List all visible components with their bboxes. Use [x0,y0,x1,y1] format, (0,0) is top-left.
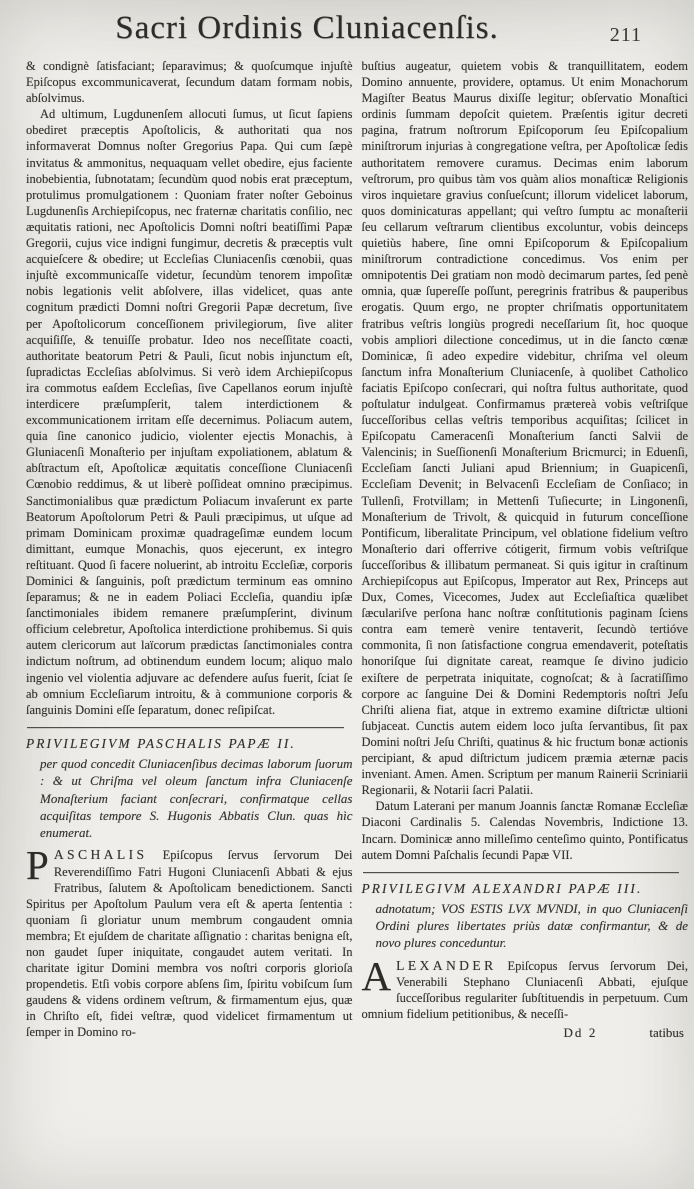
section-title: PRIVILEGIVM ALEXANDRI PAPÆ III. [361,880,643,896]
section-subtitle: per quod concedit Cluniacenſibus decimas laborum ſuorum : & ut Chriſma vel oleum ſanctum infra Cluniacenſe Monaſterium faciant conſecrari, confirmatque cellas acquiſitas tempore S. Hugonis Abbatis Clun. quas hìc enumerat. [40,755,353,841]
drop-cap-letter: P [26,842,49,889]
section-divider [27,727,344,728]
section-heading-paschalis [26,736,353,842]
paragraph-absolution-end: & condignè ſatisfaciant; ſeparavimus; & quoſcumque injuſtè Epiſcopus excommunicaverat, ſecundum datam formam nobis, abſolvimus. [26,59,353,106]
paragraph-privilege-body: buſtius augeatur, quietem vobis & tranquillitatem, eodem Domino annuente, providere, optamus. Ut enim Monachorum Magiſter Beatus Maurus dixiſſe legitur; obſervatio Monaſtici ordinis ſummam depoſcit quietem. Præſentis igitur decreti pagina, fratrum noſtrorum Epiſcoporum ſeu Epiſcopalium miniſtrorum injurias à congregatione veſtra, per Apoſtolicæ ſedis authoritatem removere curamus. Decimas enim laborum veſtrorum, pro quibus tàm vos quàm alios monaſticæ Religionis viros inquietare gravius conſueſcunt; illorum videlicet laborum, quos dominicaturas appellant; qui veſtro ſumptu ac monaſterii ſeu cellarum veſtrarum clientibus excoluntur, vobis deinceps quietiùs habere, ſine omni Epiſcoporum & Epiſcopalium miniſtrorum contradictione concedimus. Vos enim per omnipotentis Dei gratiam non modò decimarum partes, ſed penè omnia, quæ ſupereſſe poſſunt, peregrinis fratribus & pauperibus erogatis. Quum ergo, ne propter chriſmatis opportunitatem fratribus veſtris longiùs progredi neceſſarium ſit, hoc quoque vobis ampliori dilectione concedimus, ut in die ſancto cœnæ Dominicæ, ſi adeo expedire videbitur, chriſma vel oleum ſanctum infra Monaſterium Cluniacenſe, à quolibet Catholico faciatis Epiſcopo conſecrari, qui noſtra fultus authoritate, quod poſtulatur indulgeat. Confirmamus prætereà vobis veſtriſque ſucceſſoribus cellas veſtris temporibus acquiſitas; ſcilicet in Epiſcopatu Cameracenſi Monaſterium ſancti Salvii de Valencinis; in Sueſſionenſi Monaſterium Bricmurci; in Eduenſi, Eccleſiam ſancti Juliani apud Briennium; in Guapicenſi, Eccleſiam Devenit; in Belvacenſi Eccleſiam de Conſiaco; in Tullenſi, Frotvillam; in Mettenſi Tuſiecurte; in Lingonenſi, Monaſterium de Trivolt, & quicquid in futurum conceſſione Pontificum, liberalitate Principum, vel oblatione fidelium veſtro Monaſterio dari offerrive cótigerit, firmum vobis veſtriſque ſucceſſoribus & illibatum permaneat. Si quis igitur in craſtinum Archiepiſcopus aut Epiſcopus, Imperator aut Rex, Princeps aut Dux, Comes, Vicecomes, Judex aut Eccleſiaſtica quælibet ſæculariſve perſona hanc noſtræ conſtitutionis paginam ſciens contra eam temerè venire tentaverit, ſecundò tertióve commonita, ſi non ſatisfactione congrua emendaverit, poteſtatis honoriſque ſui dignitate careat, reamque ſe divino judicio exiſtere de perpetrata iniquitate, cognoſcat; & à ſacratiſſimo corpore ac ſanguine Dei & Domini Redemptoris noſtri Jeſu Chriſti aliena fiat, atque in extremo examine diſtrictæ ultioni ſubjaceat. Cunctis autem eidem loco juſta ſervantibus, ſit pax Domini noſtri Jeſu Chriſti, quatinus & hic fructum bonæ actionis percipiant, & apud diſtrictum judicem præmia æternæ pacis inveniant. Amen. Amen. Scriptum per manum Rainerii Scriniarii Regionarii, & Notarii ſacri Palatii. [361,59,688,798]
text-columns [26,58,688,1041]
drop-cap-letter: A [361,952,392,999]
section-title: PRIVILEGIVM PASCHALIS PAPÆ II. [26,735,296,751]
paragraph-text: Epiſcopus ſervus ſervorum Dei Reverendiſſimo Fatri Hugoni Cluniacenſi Abbati & ejus Fratribus, ſalutem & Apoſtolicam benedictionem. Sancti Spiritus per Apoſtolum Paulum vera eſt & aperta ſententia : quoniam ſi gloriatur unum membrum congaudent omnia membra; Et ejuſdem de charitate aſſignatio : charitas benigna eſt, non gaudet ſuper iniquitate, congaudet autem veritati. In charitate igitur Domini membra vos noſtri corporis glorioſa propendetis. Etſi vobis corpore abſens ſim, ſpiritu vobiſcum ſum gaudens & videns ordinem veſtrum, & firmamentum ejus, quæ in Chriſto eſt, fidei veſtræ, quod videlicet firmamentum ut ſemper in Domino ro- [26,848,353,1040]
column-footer [362,1025,689,1041]
first-word: LEXANDER [396,957,497,973]
signature-mark: Dd 2 [563,1025,598,1041]
catchword: tatibus [649,1025,684,1041]
page-header [0,10,694,56]
paragraph-paschalis [26,842,353,1040]
first-word: ASCHALIS [53,847,148,863]
running-title: Sacri Ordinis Cluniacenſis. [115,10,499,46]
right-column [362,58,689,1041]
paragraph-datum: Datum Laterani per manum Joannis ſanctæ Romanæ Eccleſiæ Diaconi Cardinalis 5. Calendas Novembris, Indictione 13. Incarn. Dominicæ anno milleſimo centeſimo quinto, Pontificatus autem Domni Paſchalis ſecundi Papæ VII. [361,799,688,862]
section-divider [363,872,680,873]
page-number: 211 [609,24,642,46]
paragraph-ad-ultimum: Ad ultimum, Lugdunenſem allocuti ſumus, ut ſicut ſapiens obediret præceptis Apoſtolicis, & authoritati qua nos informaverat Domnus noſter Gregorius Papa. Qui cum ſæpè invitatus & ammonitus, nequaquam vellet obedire, ejus faciente inobebientia, ſubnotatam; ſecundùm quod nobis erat præceptum, protulimus promulgationem : Quoniam frater noſter Geboinus Lugdunenſis Archiepiſcopus, nec fraternæ charitatis conſilio, nec æquitatis rationi, nec Apoſtolicis Domni noſtri beatiſſimi Papæ Gregorii, cujus vice indigni fungimur, decretis & præceptis vult acquieſcere & obedire; ut Eccleſias Cluniacenſis cœnobii, quas injuſtè excommunicaſſe videtur, ſecundùm tenorem impoſitæ nobis legationis velit abſolvere, illas videlicet, quas ante cognitum prædicti Domni noſtri Gregorii Papæ decretum, ſive per Apoſtolicorum conceſſionem privilegiorum, ſive aliter acquiſiſſe, & tenuiſſe probatur. Ideo nos neceſſitate coacti, authoritate beatorum Petri & Pauli, ſicut nobis injunctum eſt, ſupradictas Eccleſias abſolvimus. Si verò idem Archiepiſcopus ira commotus eaſdem Eccleſias, ſive Capellanos eorum injuſtè interdicere præſumpſerit, talem interdictionem & excommunicationem irritam eſſe decernimus. Poliacum autem, quia ſine canonico judicio, violenter ejectis Monachis, à Gluniacenſi Monaſterio per injuſtam expoliationem, ablatum & abſtractum eſt, Apoſtolicæ æquitatis conceſſione Cluniacenſi Cœnobio reddimus, & ut liberè poſſideat omnino præcipimus. Sanctimonialibus quæ prædictum Poliacum invaſerunt ex parte Beatorum Apoſtolorum Petri & Pauli præcipimus, ut uſque ad primam Dominicam proximæ quadrageſimæ eundem locum dimittant, eumque Monachis, quos ejecerunt, ex integro reſtituant. Quod ſi facere noluerint, ab introitu Eccleſiæ, corporis Dominici & ſanguinis, poſt prædictum terminum eas omnino ſeparamus; & ne in eadem Poliaci Eccleſia, quandiu ipſæ ſanctimoniales ibidem remanere præſumpſerint, divinum officium celebretur, Apoſtolica interdictione prohibemus. Si quis autem clericorum aut laïcorum prædictas ſanctimoniales contra indictum noſtrum, ad obtinendum eundem locum; aliquo malo ingenio vel violentia adjuvare ac defendere auſus fuerit, ſciat ſe ab omnium Eccleſiarum introitu, & à communione corporis & ſanguinis Domini eſſe ſeparatum, donec reſipiſcat. [26,107,353,717]
section-subtitle: adnotatum; VOS ESTIS LVX MVNDI, in quo Cluniacenſi Ordini plures libertates priùs datæ confirmantur, & de novo plures conceduntur. [375,900,688,951]
section-heading-alexandri [362,881,689,952]
left-column [26,58,353,1041]
paragraph-text: Epiſcopus ſervus ſervorum Dei, Venerabili Stephano Cluniacenſi Abbati, ejuſque ſucceſſoribus regulariter ſubſtituendis in perpetuum. Cum omnium fidelium petitionibus, & neceſſi- [361,958,688,1021]
paragraph-alexander [361,952,689,1022]
